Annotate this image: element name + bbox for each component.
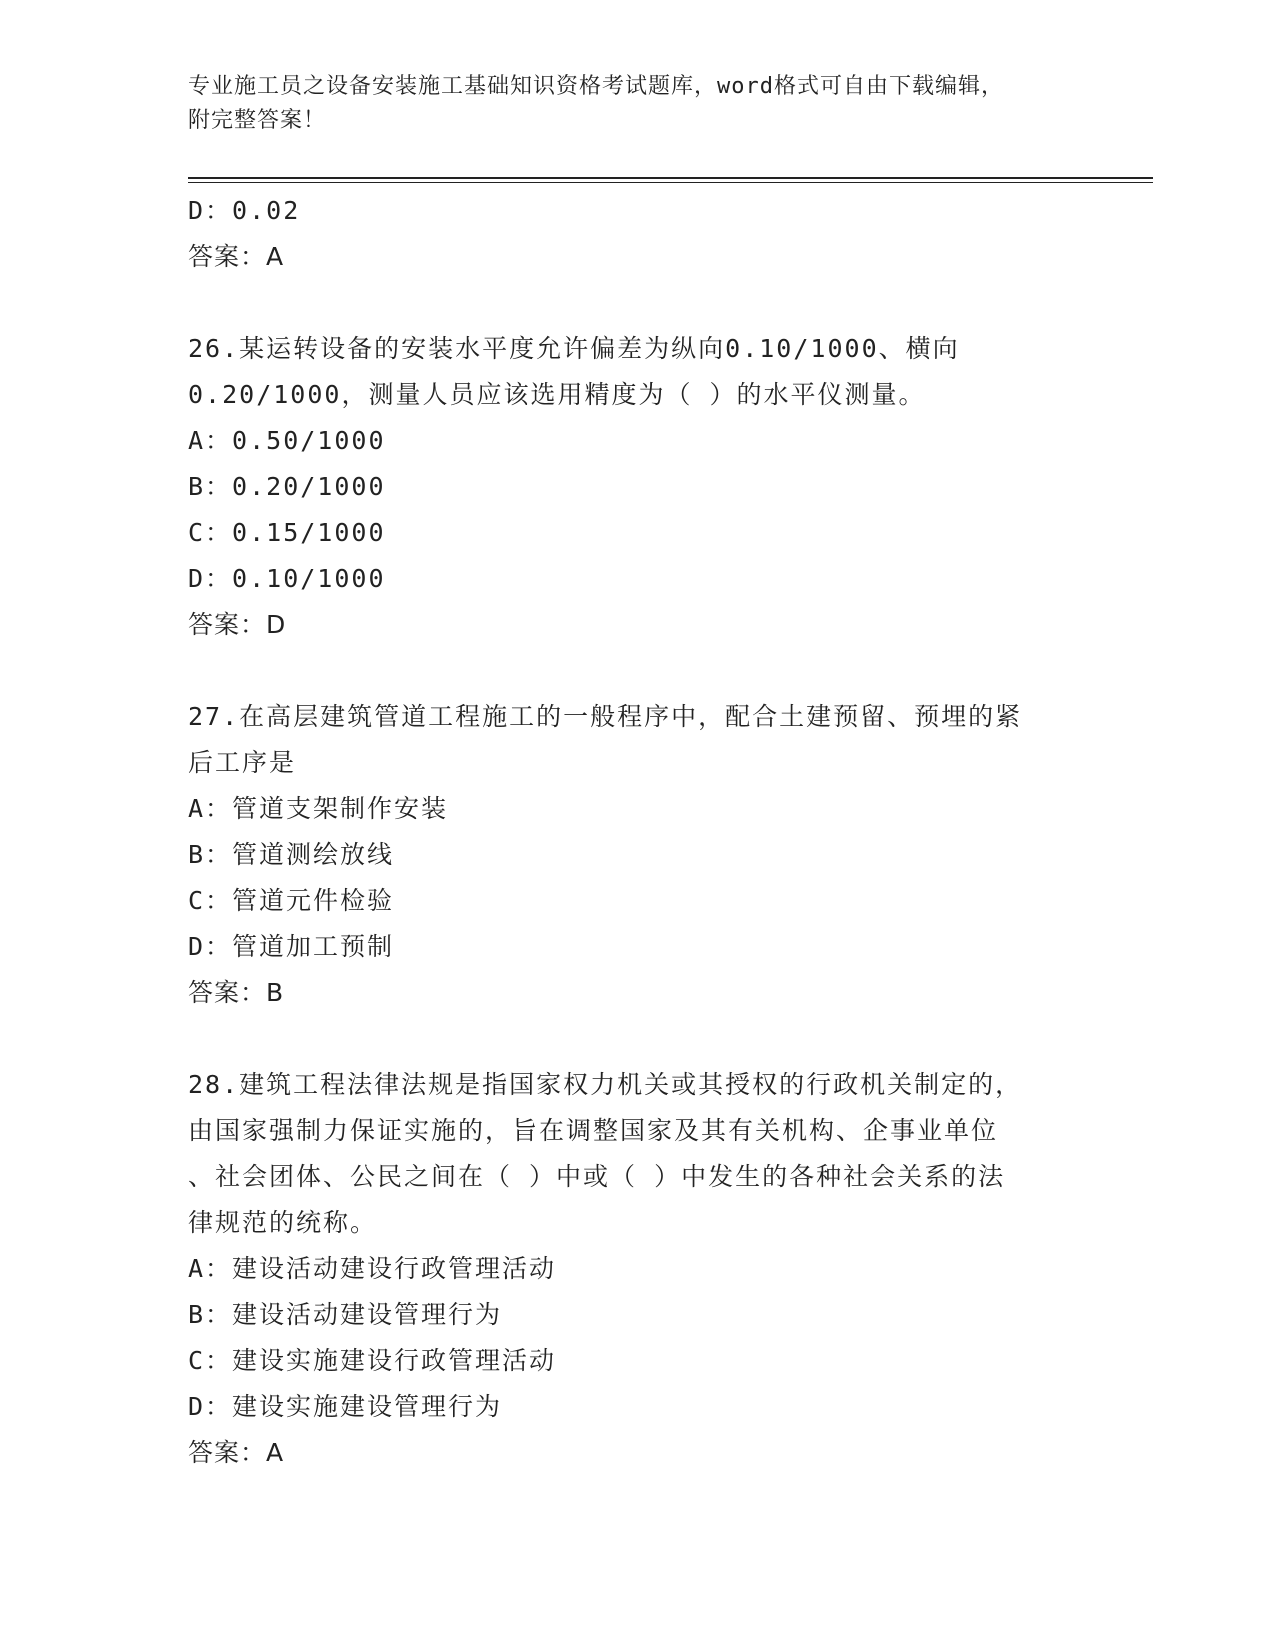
answer-label: 答案：B [188, 978, 285, 1007]
question-28 [188, 1062, 1088, 1476]
question-list [188, 188, 1088, 1476]
option-a: A：建设活动建设行政管理活动 [188, 1254, 557, 1283]
option-c: C：建设实施建设行政管理活动 [188, 1346, 557, 1375]
question-25 [188, 188, 1088, 280]
question-27 [188, 694, 1088, 1016]
option-b: B：建设活动建设管理行为 [188, 1300, 503, 1329]
question-stem: 后工序是 [188, 748, 297, 777]
option-b: B：0.20/1000 [188, 472, 386, 501]
question-stem: 律规范的统称。 [188, 1208, 378, 1237]
answer-label: 答案：A [188, 1438, 285, 1467]
header-line-2: 附完整答案！ [188, 108, 327, 133]
question-stem: 28.建筑工程法律法规是指国家权力机关或其授权的行政机关制定的， [188, 1070, 1023, 1099]
option-d: D：建设实施建设管理行为 [188, 1392, 503, 1421]
header-line-1: 专业施工员之设备安装施工基础知识资格考试题库，word格式可自由下载编辑， [188, 74, 1004, 99]
option-d: D：管道加工预制 [188, 932, 395, 961]
option-d: D：0.02 [188, 196, 301, 225]
question-stem: 27.在高层建筑管道工程施工的一般程序中，配合土建预留、预埋的紧 [188, 702, 1023, 731]
question-stem: 、社会团体、公民之间在（ ）中或（ ）中发生的各种社会关系的法 [188, 1162, 1006, 1191]
question-stem: 26.某运转设备的安装水平度允许偏差为纵向0.10/1000、横向 [188, 334, 960, 363]
answer-label: 答案：A [188, 242, 285, 271]
spacer [188, 648, 1088, 694]
option-a: A：0.50/1000 [188, 426, 386, 455]
option-a: A：管道支架制作安装 [188, 794, 449, 823]
question-stem: 由国家强制力保证实施的，旨在调整国家及其有关机构、企事业单位 [188, 1116, 999, 1145]
answer-label: 答案：D [188, 610, 287, 639]
document-header [188, 70, 1088, 138]
option-b: B：管道测绘放线 [188, 840, 395, 869]
option-d: D：0.10/1000 [188, 564, 386, 593]
option-c: C：0.15/1000 [188, 518, 386, 547]
header-divider-thin [188, 182, 1153, 183]
spacer [188, 280, 1088, 326]
header-divider-thick [188, 177, 1153, 179]
question-stem: 0.20/1000，测量人员应该选用精度为（ ）的水平仪测量。 [188, 380, 926, 409]
option-c: C：管道元件检验 [188, 886, 395, 915]
spacer [188, 1016, 1088, 1062]
question-26 [188, 326, 1088, 648]
